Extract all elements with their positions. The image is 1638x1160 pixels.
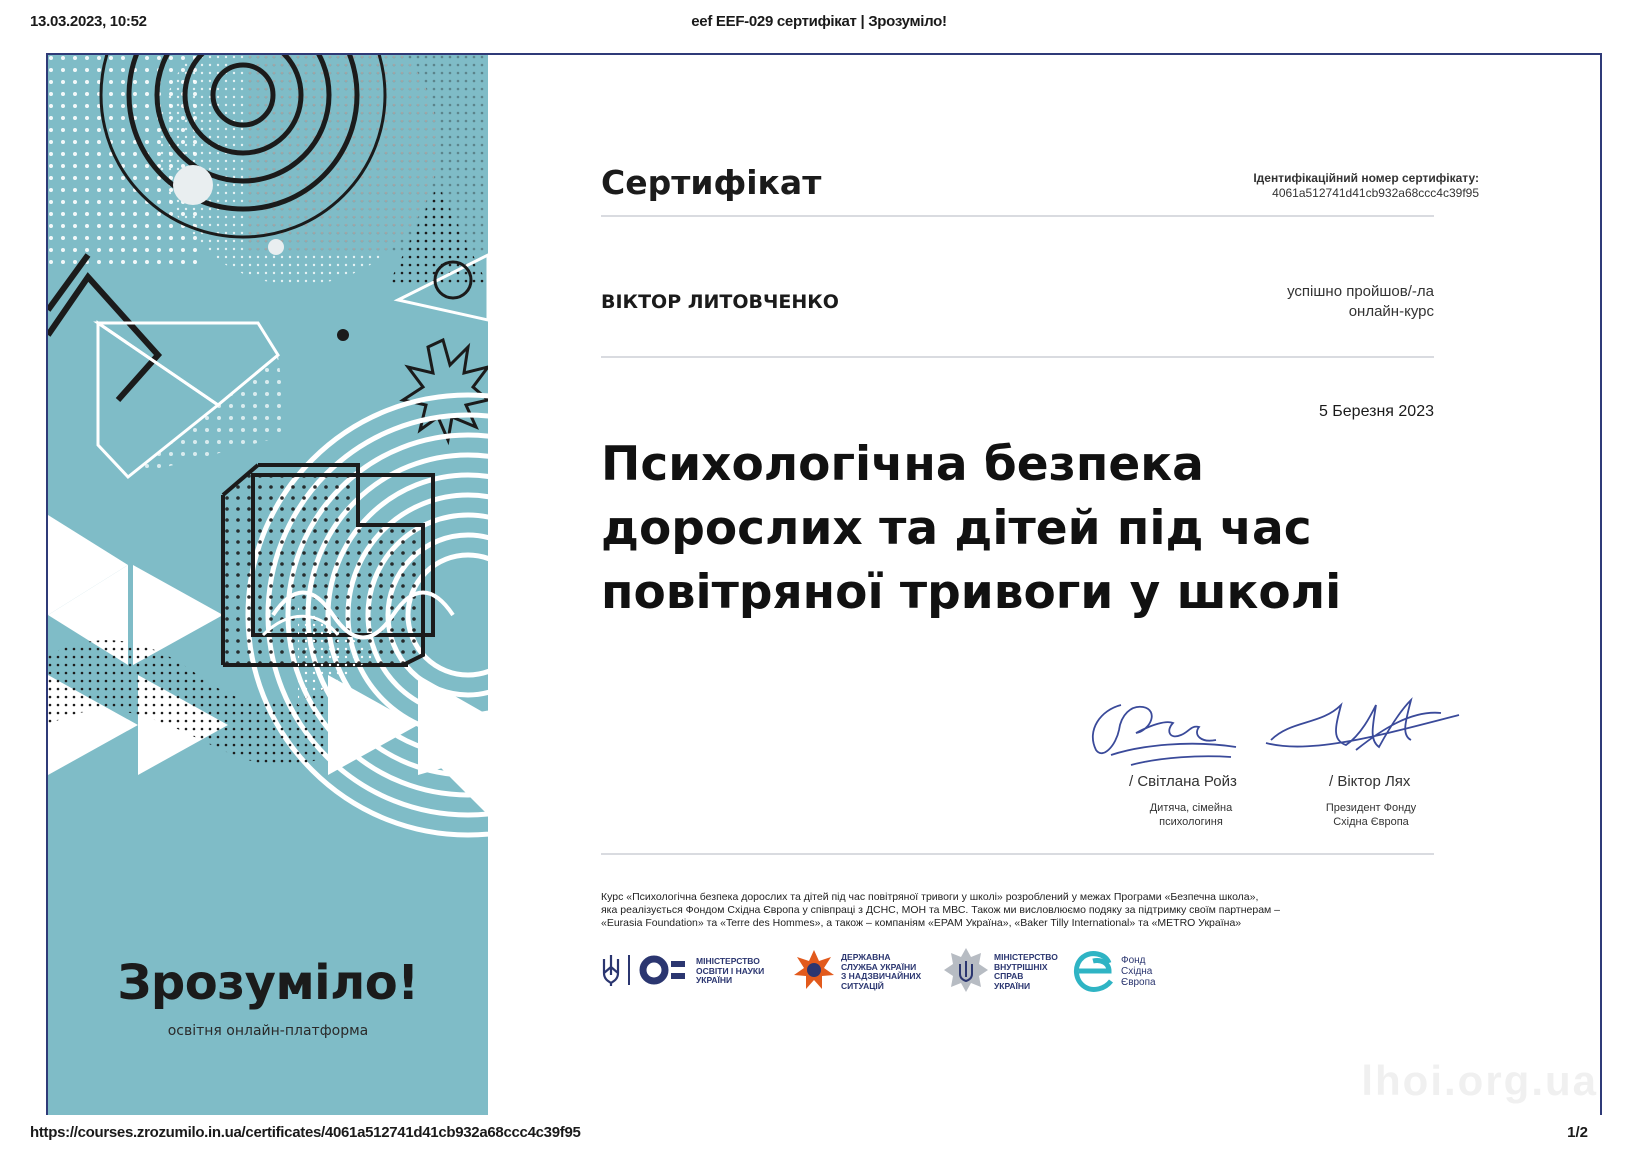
mvs-emblem-icon <box>943 947 989 993</box>
student-name: ВІКТОР ЛИТОВЧЕНКО <box>601 291 839 313</box>
print-page-number: 1/2 <box>1567 1124 1588 1141</box>
watermark-text: lhoi.org.ua <box>1361 1057 1598 1104</box>
completed-text-line2: онлайн-курс <box>1348 303 1434 320</box>
mon-text: МІНІСТЕРСТВО ОСВІТИ І НАУКИ УКРАЇНИ <box>696 956 765 985</box>
signature-roiz <box>1081 685 1241 775</box>
print-page-title: eef EEF-029 сертифікат | Зрозуміло! <box>691 13 947 30</box>
zrozumilo-logo: Зрозуміло! <box>117 955 419 1011</box>
certificate-title: Сертифікат <box>601 163 822 202</box>
print-datetime: 13.03.2023, 10:52 <box>30 13 147 30</box>
signature-name-roiz: / Світлана Ройз <box>1129 773 1237 790</box>
course-title: Психологічна безпека дорослих та дітей під час повітряної тривоги у школі <box>601 437 1342 620</box>
signature-role-roiz: Дитяча, сімейна психологиня <box>1149 802 1233 828</box>
completed-text-line1: успішно пройшов/-ла <box>1287 283 1434 300</box>
dsns-emblem-icon <box>793 949 835 991</box>
ukraine-trident-icon <box>601 953 621 987</box>
certificate-id-value: 4061a512741d41cb932a68ccc4c39f95 <box>1272 186 1479 200</box>
signature-name-liakh: / Віктор Лях <box>1329 773 1411 790</box>
certificate-id-label: Ідентифікаційний номер сертифікату: <box>1253 171 1479 185</box>
east-europe-foundation-logo-icon <box>1071 949 1115 993</box>
decorative-art-panel <box>48 55 488 1115</box>
certificate-content <box>601 55 1479 1115</box>
signature-role-liakh: Президент Фонду Східна Європа <box>1325 802 1417 828</box>
mon-divider <box>628 955 630 985</box>
completion-date: 5 Березня 2023 <box>1318 403 1434 420</box>
certificate <box>46 53 1602 1115</box>
dsns-text: ДЕРЖАВНА СЛУЖБА УКРАЇНИ З НАДЗВИЧАЙНИХ СИТУАЦІЙ <box>841 952 922 991</box>
divider-top <box>601 215 1434 217</box>
mon-logo-icon <box>639 955 689 985</box>
print-url: https://courses.zrozumilo.in.ua/certificates/4061a512741d41cb932a68ccc4c39f95 <box>30 1124 581 1141</box>
east-europe-foundation-text: Фонд Східна Європа <box>1121 955 1156 988</box>
partner-logos <box>601 943 1221 1003</box>
divider-middle <box>601 356 1434 358</box>
brand-tagline: освітня онлайн-платформа <box>167 1023 369 1039</box>
mvs-text: МІНІСТЕРСТВО ВНУТРІШНІХ СПРАВ УКРАЇНИ <box>994 952 1058 991</box>
course-footnote: Курс «Психологічна безпека дорослих та дітей під час повітряної тривоги у школі» розроблений у межах Програми «Безпечна школа», яка реалізується Фондом Східна Європа у співпраці з ДСНС, МОН та МВС. Також ми висловлюємо подяку за підтримку своїм партнерам – «Eurasia Foundation» та «Terre des Hommes», а також – компаніям «EPAM Україна», «Baker Tilly International» та «METRO Україна» <box>601 891 1281 929</box>
signature-liakh <box>1261 685 1461 765</box>
divider-bottom <box>601 853 1434 855</box>
